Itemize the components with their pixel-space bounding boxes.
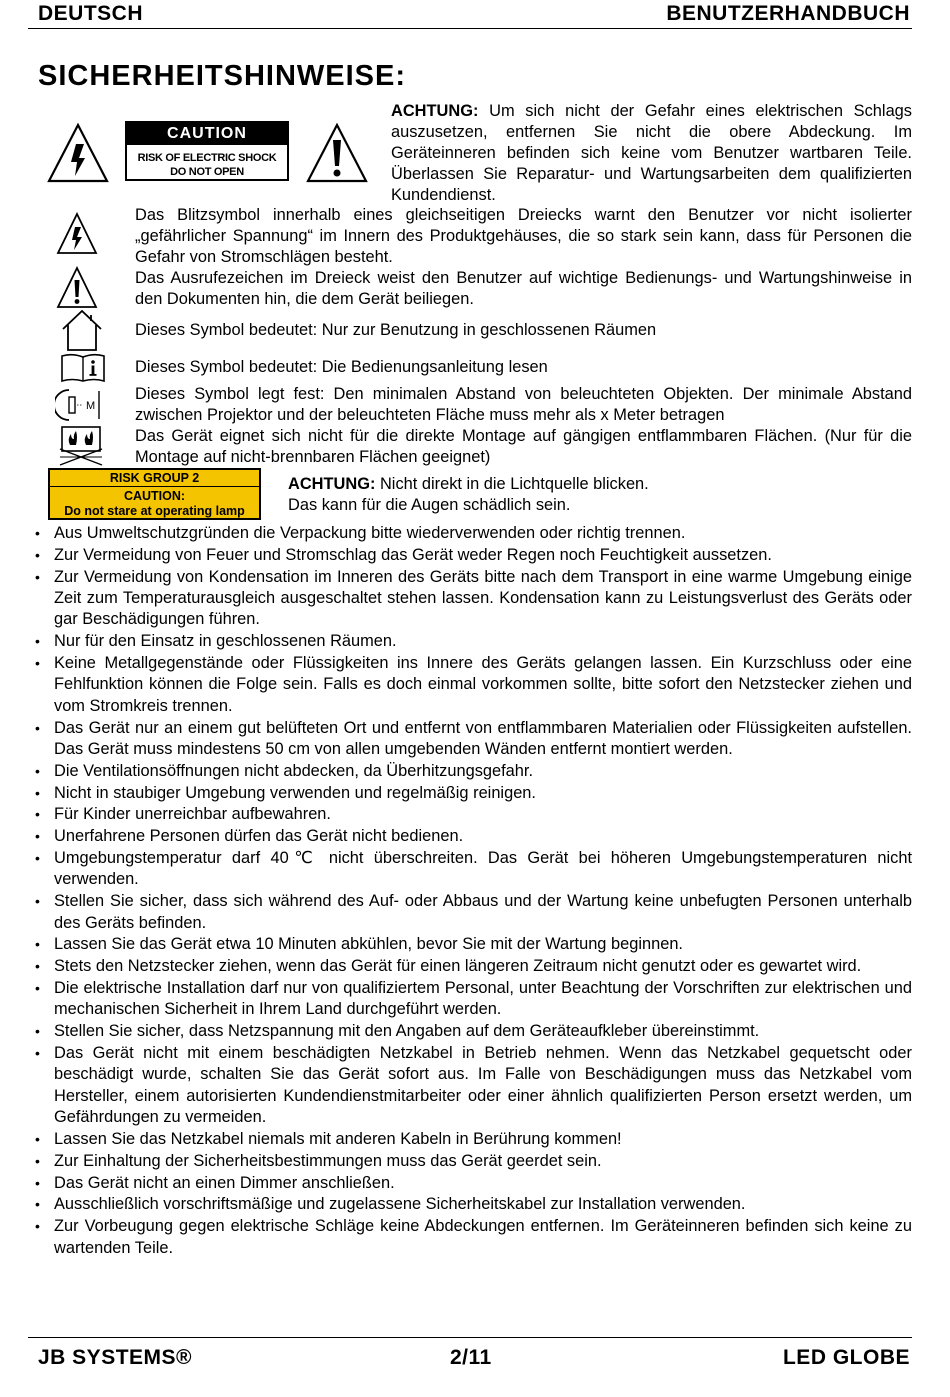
list-item <box>28 1043 912 1129</box>
bullet-icon: • <box>35 980 40 996</box>
list-item-text: Für Kinder unerreichbar aufbewahren. <box>54 805 331 824</box>
caution-label-line2: DO NOT OPEN <box>170 166 244 178</box>
distance-description: Dieses Symbol legt fest: Den minimalen Abstand von beleuchteten Objekten. Der minimale Abstand zwischen Projektor und der beleuchteten Fläche muss mehr als x Meter betragen <box>135 385 912 424</box>
list-item <box>28 1129 912 1150</box>
bullet-icon: • <box>35 936 40 953</box>
bullet-icon: • <box>35 1131 40 1148</box>
page-header <box>28 0 912 29</box>
bullet-icon: • <box>35 1045 40 1061</box>
list-item <box>28 891 912 934</box>
list-item <box>28 761 912 782</box>
list-item <box>28 804 912 825</box>
list-item-text: Die elektrische Installation darf nur von qualifiziertem Personal, unter Beachtung der Vorschriften zur elektrischen und mechanischen Sicherheit in Ihrem Land durchgeführt werden. <box>54 979 912 1019</box>
list-item <box>28 523 912 544</box>
list-item <box>28 848 912 891</box>
list-item <box>28 1216 912 1259</box>
list-item-text: Ausschließlich vorschriftsmäßige und zugelassene Sicherheitskabel zur Installation verwenden. <box>54 1195 746 1214</box>
footer-product: LED GLOBE <box>782 1346 910 1369</box>
list-item-text: Umgebungstemperatur darf 40℃ nicht überschreiten. Das Gerät bei höheren Umgebungstemperaturen nicht verwenden. <box>54 849 912 889</box>
list-item-text: Unerfahrene Personen dürfen das Gerät nicht bedienen. <box>54 827 464 846</box>
list-item-text: Lassen Sie das Netzkabel niemals mit anderen Kabeln in Berührung kommen! <box>54 1130 622 1149</box>
bullet-icon: • <box>35 893 40 910</box>
page-title: SICHERHEITSHINWEISE: <box>38 60 407 92</box>
list-item-text: Das Gerät nicht mit einem beschädigten Netzkabel in Betrieb nehmen. Wenn das Netzkabel gequetscht oder beschädigt wurde, schalten Sie das Gerät sofort aus. Im Falle von Beschädigungen muss das Netzkabel vom Hersteller, einem autorisierten Kundendienstmitarbeiter oder einer ähnlich qualifizierten Person ersetzt werden, um Gefährdungen zu vermeiden. <box>54 1044 912 1127</box>
bullet-icon: • <box>35 719 40 736</box>
lamp-warning-line2: Das kann für die Augen schädlich sein. <box>288 496 571 514</box>
exclamation-icon <box>56 266 98 310</box>
list-item-text: Stellen Sie sicher, dass sich während des Auf- oder Abbaus und der Wartung keine unbefugten Personen unterhalb des Geräts befinden. <box>54 892 912 932</box>
risk-group-text: Do not stare at operating lamp <box>64 504 245 518</box>
list-item <box>28 631 912 652</box>
list-item <box>28 934 912 955</box>
risk-group-caution: CAUTION: <box>123 489 186 503</box>
read-manual-icon <box>60 353 106 383</box>
warning-text: Um sich nicht der Gefahr eines elektrischen Schlags auszusetzen, entfernen Sie nicht die obere Abdeckung. Im Geräteinneren befinden sich keine vom Benutzer wartbaren Teile. Überlassen Sie Reparatur- und Wartungsarbeiten dem qualifizierten Kundendienst. <box>391 102 912 204</box>
exclamation-description: Das Ausrufezeichen im Dreieck weist den Benutzer auf wichtige Bedienungs- und Wartungshinweise in den Dokumenten hin, die dem Gerät beiliegen. <box>135 269 912 308</box>
list-item <box>28 653 912 717</box>
footer-page-number: 2/11 <box>450 1346 492 1369</box>
bullet-icon: • <box>35 828 40 845</box>
bullet-icon: • <box>35 633 40 650</box>
indoor-use-icon <box>60 308 104 352</box>
list-item <box>28 1151 912 1172</box>
bullet-icon: • <box>35 1023 40 1040</box>
list-item-text: Stellen Sie sicher, dass Netzspannung mit den Angaben auf dem Geräteaufkleber übereinstimmt. <box>54 1022 760 1041</box>
list-item <box>28 545 912 566</box>
caution-label-title: CAUTION <box>127 123 287 145</box>
list-item <box>28 1194 912 1215</box>
bullet-icon: • <box>35 568 40 585</box>
list-item <box>28 956 912 977</box>
indoor-description: Dieses Symbol bedeutet: Nur zur Benutzung in geschlossenen Räumen <box>135 321 657 339</box>
list-item-text: Zur Vermeidung von Feuer und Stromschlag das Gerät weder Regen noch Feuchtigkeit aussetzen. <box>54 545 772 564</box>
bullet-icon: • <box>35 958 40 975</box>
list-item-text: Nicht in staubiger Umgebung verwenden und regelmäßig reinigen. <box>54 783 536 802</box>
bullet-icon: • <box>35 784 40 801</box>
lamp-warning <box>288 474 908 516</box>
page-footer <box>28 1337 912 1378</box>
list-item <box>28 718 912 761</box>
list-item <box>28 783 912 804</box>
lightning-warning-icon <box>46 122 110 184</box>
warning-bold: ACHTUNG: <box>391 102 479 120</box>
lamp-warning-line1: Nicht direkt in die Lichtquelle blicken. <box>375 475 649 493</box>
list-item <box>28 826 912 847</box>
not-flammable-surface-icon <box>58 425 104 467</box>
list-item-text: Zur Vorbeugung gegen elektrische Schläge keine Abdeckungen entfernen. Im Geräteinneren befinden sich keine zu wartenden Teile. <box>54 1217 912 1257</box>
bullet-icon: • <box>35 1218 40 1235</box>
minimum-distance-icon <box>55 387 105 423</box>
list-item-text: Das Gerät nicht an einen Dimmer anschließen. <box>54 1173 395 1192</box>
list-item-text: Zur Vermeidung von Kondensation im Inneren des Geräts bitte nach dem Transport in eine warme Umgebung einige Zeit zum Temperaturausgleich ausgeschaltet stehen lassen. Kondensation kann zu Leistungsverlust des Geräts oder gar Beschädigungen führen. <box>54 567 912 629</box>
list-item-text: Nur für den Einsatz in geschlossenen Räumen. <box>54 632 397 651</box>
list-item <box>28 1173 912 1194</box>
header-doc-type: BENUTZERHANDBUCH <box>666 2 910 25</box>
list-item-text: Lassen Sie das Gerät etwa 10 Minuten abkühlen, bevor Sie mit der Wartung beginnen. <box>54 935 683 954</box>
manual-description: Dieses Symbol bedeutet: Die Bedienungsanleitung lesen <box>135 358 548 376</box>
bullet-icon: • <box>35 806 40 823</box>
list-item-text: Stets den Netzstecker ziehen, wenn das Gerät für einen längeren Zeitraum nicht genutzt oder es gewartet wird. <box>54 957 862 976</box>
list-item-text: Das Gerät nur an einem gut belüfteten Ort und entfernt von entflammbaren Materialien oder Flüssigkeiten aufstellen. Das Gerät muss mindestens 50 cm von allen umgebenden Wänden entfernt montiert werden. <box>54 718 912 759</box>
bullet-icon: • <box>35 1196 40 1213</box>
list-item <box>28 978 912 1021</box>
list-item <box>28 1021 912 1042</box>
flammable-description: Das Gerät eignet sich nicht für die direkte Montage auf gängigen entflammbaren Flächen. (Nur für die Montage auf nicht-brennbaren Flächen geeignet) <box>135 427 912 466</box>
bullet-icon: • <box>35 1152 40 1169</box>
risk-group-label <box>48 468 261 520</box>
bullet-icon: • <box>35 546 40 563</box>
footer-brand: JB SYSTEMS® <box>38 1346 193 1369</box>
exclamation-warning-icon <box>305 122 369 184</box>
lightning-icon <box>56 212 98 256</box>
bullet-icon: • <box>35 655 40 671</box>
list-item <box>28 567 912 631</box>
header-language: DEUTSCH <box>38 2 144 25</box>
list-item-text: Die Ventilationsöffnungen nicht abdecken, da Überhitzungsgefahr. <box>54 761 534 780</box>
lightning-description: Das Blitzsymbol innerhalb eines gleichseitigen Dreiecks warnt den Benutzer vor nicht isolierter „gefährlicher Spannung“ im Innern des Produktgehäuses, die so stark sein kann, dass für Personen die Gefahr von Stromschlägen besteht. <box>135 206 912 266</box>
warning-paragraph <box>391 101 912 206</box>
bullet-icon: • <box>35 762 40 779</box>
bullet-icon: • <box>35 1174 40 1191</box>
list-item-text: Keine Metallgegenstände oder Flüssigkeiten ins Innere des Geräts gelangen lassen. Ein Kurzschluss oder eine Fehlfunktion können die Folge sein. Falls es doch einmal vorkommen sollte, bitte sofort den Netzstecker ziehen und vom Stromkreis trennen. <box>54 654 912 715</box>
bullet-icon: • <box>35 525 40 541</box>
risk-group-title: RISK GROUP 2 <box>50 470 259 487</box>
bullet-icon: • <box>35 850 40 866</box>
list-item-text: Zur Einhaltung der Sicherheitsbestimmungen muss das Gerät geerdet sein. <box>54 1151 602 1170</box>
caution-label <box>125 121 289 181</box>
caution-label-line1: RISK OF ELECTRIC SHOCK <box>137 152 277 164</box>
list-item-text: Aus Umweltschutzgründen die Verpackung bitte wiederverwenden oder richtig trennen. <box>54 524 686 542</box>
lamp-warning-bold: ACHTUNG: <box>288 475 376 493</box>
safety-bullet-list <box>28 523 912 1259</box>
distance-icon-letter: M <box>86 400 96 412</box>
